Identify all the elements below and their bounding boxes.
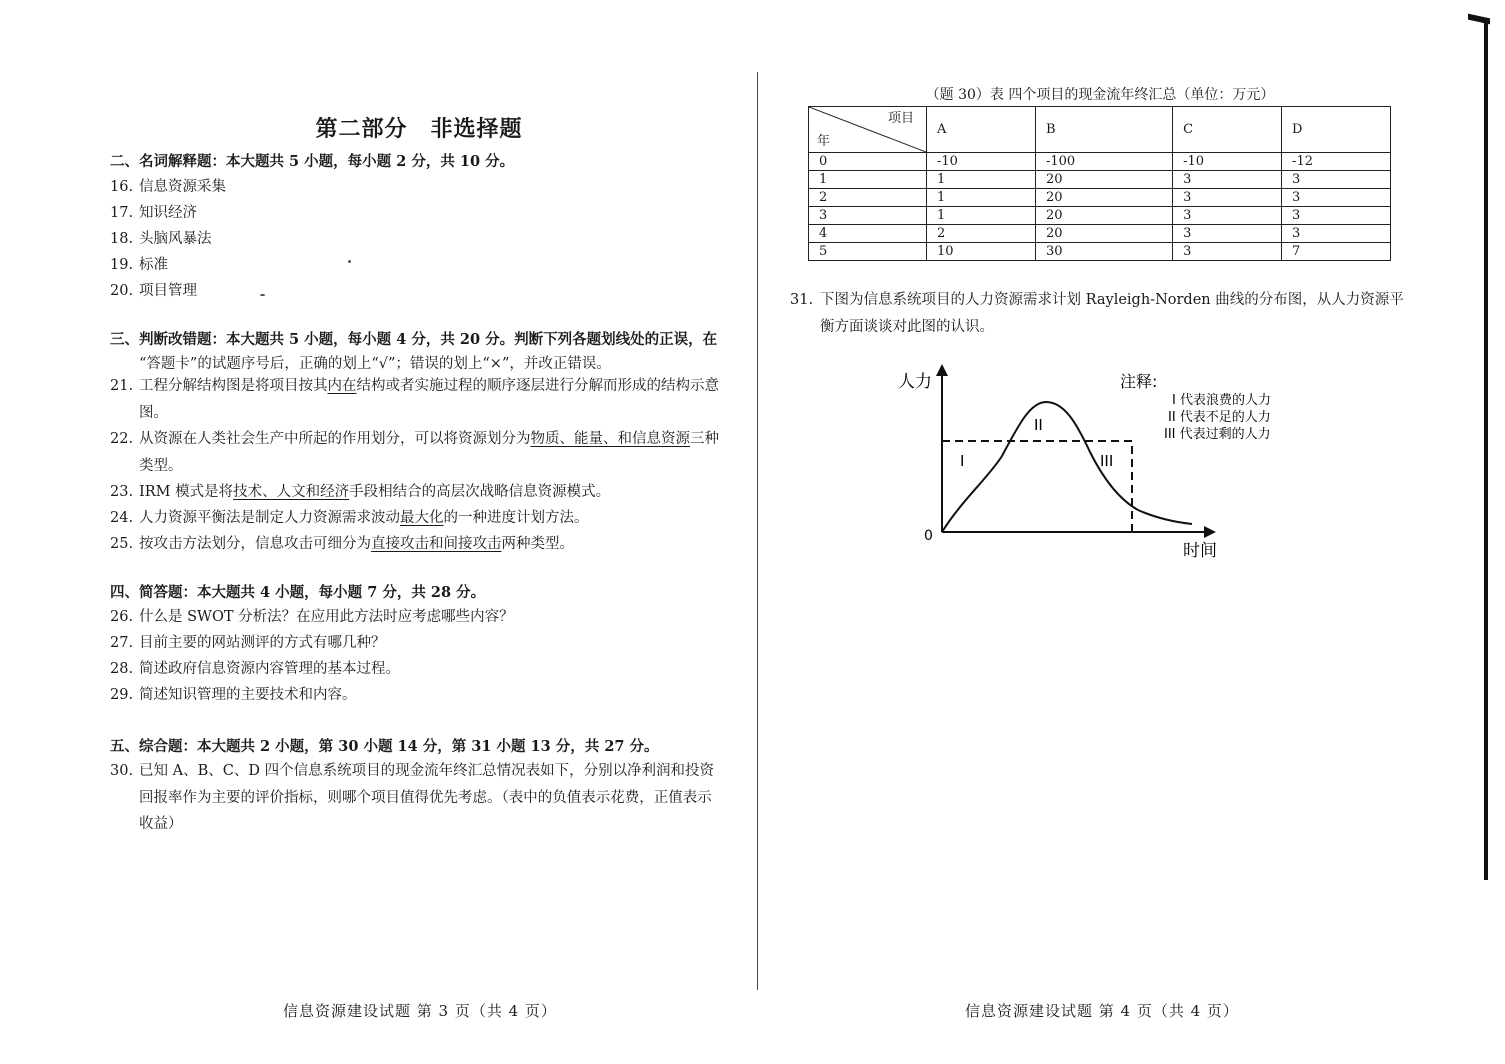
table-cell: 1 (927, 207, 1036, 225)
question-23: 23. IRM 模式是将技术、人文和经济手段相结合的高层次战略信息资源模式。 (110, 484, 611, 500)
table-row (809, 153, 1391, 171)
origin-label: 0 (924, 528, 933, 544)
cashflow-table (808, 106, 1391, 261)
table-header-row (809, 107, 1391, 153)
table-caption: （题 30）表 四个项目的现金流年终汇总（单位：万元） (925, 87, 1275, 103)
column-header: C (1173, 107, 1282, 153)
table-cell: 3 (1282, 189, 1391, 207)
region-label-1: I (960, 452, 965, 470)
underlined-phrase: 内在 (327, 378, 357, 394)
section3-heading-cont: “答题卡”的试题序号后，正确的划上“√”；错误的划上“×”，并改正错误。 (139, 356, 611, 372)
table-cell: 3 (1173, 189, 1282, 207)
table-cell: 1 (927, 171, 1036, 189)
table-cell: 1 (927, 189, 1036, 207)
region-label-3: III (1100, 452, 1114, 470)
table-row (809, 207, 1391, 225)
notes-title: 注释: (1120, 372, 1158, 391)
question-19: 19. 标准 (110, 257, 168, 273)
table-cell: 3 (1282, 171, 1391, 189)
x-axis-label: 时间 (1183, 541, 1217, 561)
underlined-phrase: 直接攻击和间接攻击 (371, 536, 502, 552)
table-cell: 20 (1035, 189, 1172, 207)
table-cell: -12 (1282, 153, 1391, 171)
x-axis-arrow (1204, 526, 1216, 538)
table-cell: 10 (927, 243, 1036, 261)
y-axis-label: 人力 (898, 372, 932, 392)
rayleigh-curve (942, 402, 1192, 532)
underlined-phrase: 物质、能量、和信息资源 (530, 431, 690, 447)
question-16: 16. 信息资源采集 (110, 179, 226, 195)
year-cell: 2 (809, 189, 927, 207)
section4-heading: 四、简答题：本大题共 4 小题，每小题 7 分，共 28 分。 (110, 584, 486, 601)
year-cell: 3 (809, 207, 927, 225)
question-28: 28. 简述政府信息资源内容管理的基本过程。 (110, 661, 400, 677)
table-cell: 2 (927, 225, 1036, 243)
table-cell: 7 (1282, 243, 1391, 261)
year-cell: 4 (809, 225, 927, 243)
table-cell: 3 (1173, 207, 1282, 225)
question-18: 18. 头脑风暴法 (110, 231, 212, 247)
question-22: 22. 从资源在人类社会生产中所起的作用划分，可以将资源划分为物质、能量、和信息资源三种类型。 (110, 431, 719, 474)
table-cell: 30 (1035, 243, 1172, 261)
part-title: 第二部分 非选择题 (315, 116, 523, 142)
footer-page-4: 信息资源建设试题 第 4 页（共 4 页） (965, 1002, 1239, 1020)
y-axis-arrow (936, 364, 948, 376)
question-25: 25. 按攻击方法划分，信息攻击可细分为直接攻击和间接攻击两种类型。 (110, 536, 574, 552)
section2-heading: 二、名词解释题：本大题共 5 小题，每小题 2 分，共 10 分。 (110, 153, 515, 170)
note-3: III 代表过剩的人力 (1164, 427, 1271, 442)
question-30: 30. 已知 A、B、C、D 四个信息系统项目的现金流年终汇总情况表如下，分别以净利润和投资回报率作为主要的评价指标，则哪个项目值得优先考虑。（表中的负值表示花费，正值表示收益） (110, 763, 715, 832)
footer-page-3: 信息资源建设试题 第 3 页（共 4 页） (283, 1002, 557, 1020)
table-cell: 20 (1035, 225, 1172, 243)
table-cell: 3 (1173, 225, 1282, 243)
table-cell: 20 (1035, 171, 1172, 189)
section5-heading: 五、综合题：本大题共 2 小题，第 30 小题 14 分，第 31 小题 13 分，共 27 分。 (110, 738, 659, 755)
table-row (809, 243, 1391, 261)
column-header: B (1035, 107, 1172, 153)
table-corner-cell (809, 107, 927, 153)
table-cell: 20 (1035, 207, 1172, 225)
scan-edge-corner (1468, 14, 1490, 25)
question-31: 31. 下图为信息系统项目的人力资源需求计划 Rayleigh-Norden 曲线的分布图，从人力资源平衡方面谈谈对此图的认识。 (790, 292, 1404, 335)
column-header: A (927, 107, 1036, 153)
table-row (809, 225, 1391, 243)
column-header: D (1282, 107, 1391, 153)
question-29: 29. 简述知识管理的主要技术和内容。 (110, 687, 357, 703)
question-21: 21. 工程分解结构图是将项目按其内在结构或者实施过程的顺序逐层进行分解而形成的结构示意图。 (110, 378, 719, 421)
rayleigh-norden-figure (880, 360, 1320, 570)
underlined-phrase: 最大化 (400, 510, 444, 526)
question-17: 17. 知识经济 (110, 205, 197, 221)
corner-label-year: 年 (817, 134, 831, 149)
table-cell: 3 (1282, 207, 1391, 225)
question-26: 26. 什么是 SWOT 分析法？在应用此方法时应考虑哪些内容？ (110, 609, 514, 625)
table-row (809, 189, 1391, 207)
table-cell: -100 (1035, 153, 1172, 171)
region-label-2: II (1034, 416, 1043, 434)
table-cell: -10 (1173, 153, 1282, 171)
question-27: 27. 目前主要的网站测评的方式有哪几种？ (110, 635, 386, 651)
note-1: I 代表浪费的人力 (1172, 393, 1271, 408)
note-2: II 代表不足的人力 (1168, 410, 1271, 425)
table-cell: -10 (927, 153, 1036, 171)
question-24: 24. 人力资源平衡法是制定人力资源需求波动最大化的一种进度计划方法。 (110, 510, 589, 526)
year-cell: 5 (809, 243, 927, 261)
question-20: 20. 项目管理 (110, 283, 197, 299)
corner-label-project: 项目 (887, 111, 914, 126)
underlined-phrase: 技术、人文和经济 (233, 484, 350, 500)
table-cell: 3 (1173, 171, 1282, 189)
table-cell: 3 (1282, 225, 1391, 243)
year-cell: 1 (809, 171, 927, 189)
section3-heading: 三、判断改错题：本大题共 5 小题，每小题 4 分，共 20 分。判断下列各题划线处的正误，在 (110, 331, 718, 348)
table-cell: 3 (1173, 243, 1282, 261)
year-cell: 0 (809, 153, 927, 171)
scan-edge-bar (1484, 18, 1488, 880)
table-row (809, 171, 1391, 189)
